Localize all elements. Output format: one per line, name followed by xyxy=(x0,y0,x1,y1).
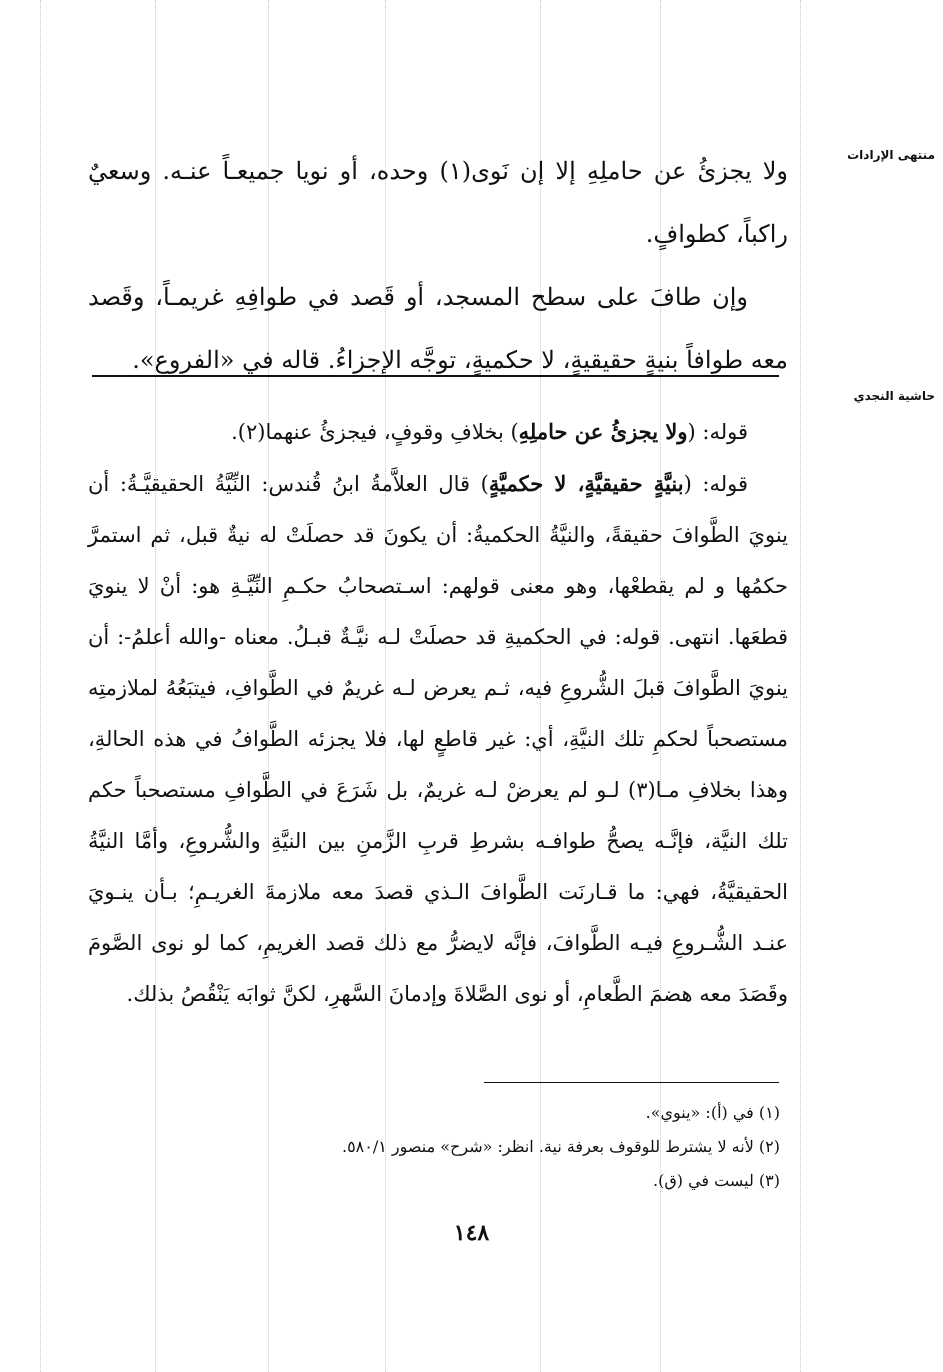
section-divider xyxy=(92,375,779,377)
page-number: ١٤٨ xyxy=(453,1220,490,1246)
footnote: (٣) ليست في (ق). xyxy=(653,1171,780,1190)
margin-label-muntaha: منتهى الإرادات xyxy=(847,148,935,162)
scan-guide-line xyxy=(800,0,801,1372)
footnote: (٢) لأنه لا يشترط للوقوف بعرفة نية. انظر: «شرح» منصور ٥٨٠/١. xyxy=(341,1137,780,1156)
commentary-paragraph: قوله: (بنيَّةٍ حقيقيَّةٍ، لا حكميَّةٍ) قال العلاَّمةُ ابنُ قُندس: النِّيَّةُ الحقيقيَّـةُ: أن ينويَ الطَّوافَ حقيقةً، والنيَّةُ الحكميةُ: أن يكونَ قد حصلَتْ له نيةٌ قبل، ثم استمرَّ حكمُها و لم يقطعْها، وهو معنى قولهم: اسـتصحابُ حكـمِ النِّيَّـةِ هو: أنْ لا ينويَ قطعَها. انتهى. قوله: في الحكميةِ قد حصلَتْ لـه نيَّـةٌ قبـلُ. معناه -والله أعلمُ-: أن ينويَ الطَّوافَ قبلَ الشُّروعِ فيه، ثـم يعرض لـه غريمٌ في الطَّوافِ، فيتبَعُهُ لملازمتِه مستصحباً لحكمِ تلك النيَّةِ، أي: غير قاطعٍ لها، فلا يجزئه الطَّوافُ في هذه الحالةِ، وهذا بخلافِ مـا(٣) لـو لم يعرضْ لـه غريمٌ، بل شَرَعَ في الطَّوافِ مستصحباً حكم تلك النيَّة، فإنَّـه يصحُّ طوافـه بشرطِ قربِ الزَّمنِ بين النيَّةِ والشُّروعِ، وأمَّا النيَّةُ الحقيقيَّةُ، فهي: ما قـارنَت الطَّوافَ الـذي قصدَ معه ملازمةَ الغريـمِ؛ بـأن ينـويَ عنـد الشُّـروعِ فيـه الطَّوافَ، فإنَّه لايضرُّ مع ذلك قصد الغريمِ، كما لو نوى الصَّومَ وقَصَدَ معه هضمَ الطَّعامِ، أو نوى الصَّلاةَ وإدمانَ السَّهرِ، لكنَّ ثوابَه يَنْقُصُ بذلك. xyxy=(88,471,788,1006)
main-text xyxy=(88,140,788,392)
main-text-paragraph: ولا يجزئُ عن حاملِهِ إلا إن نَوى(١) وحده، أو نويا جميعـاً عنـه. وسعيٌ راكباً، كطوافٍ. xyxy=(88,157,789,248)
margin-label-hashiya: حاشية النجدي xyxy=(853,389,935,403)
main-text-paragraph: وإن طافَ على سطح المسجد، أو قَصد في طوافِهِ غريمـاً، وقَصد معه طوافاً بنيةٍ حقيقيةٍ، لا حكميةٍ، توجَّه الإجزاءُ. قاله في «الفروع». xyxy=(88,283,788,374)
footnotes xyxy=(200,1096,780,1198)
footnote: (١) في (أ): «ينوي». xyxy=(645,1103,780,1122)
quoted-lemma: ولا يجزئُ عن حاملِهِ xyxy=(518,419,688,444)
footnote-rule xyxy=(484,1082,779,1083)
quoted-lemma: بنيَّةٍ حقيقيَّةٍ، لا حكميَّةٍ xyxy=(488,471,684,496)
commentary-text xyxy=(88,406,788,1020)
scan-guide-line xyxy=(40,0,41,1372)
commentary-paragraph: قوله: (ولا يجزئُ عن حاملِهِ) بخلافِ وقوفٍ، فيجزئُ عنهما(٢). xyxy=(231,419,748,444)
